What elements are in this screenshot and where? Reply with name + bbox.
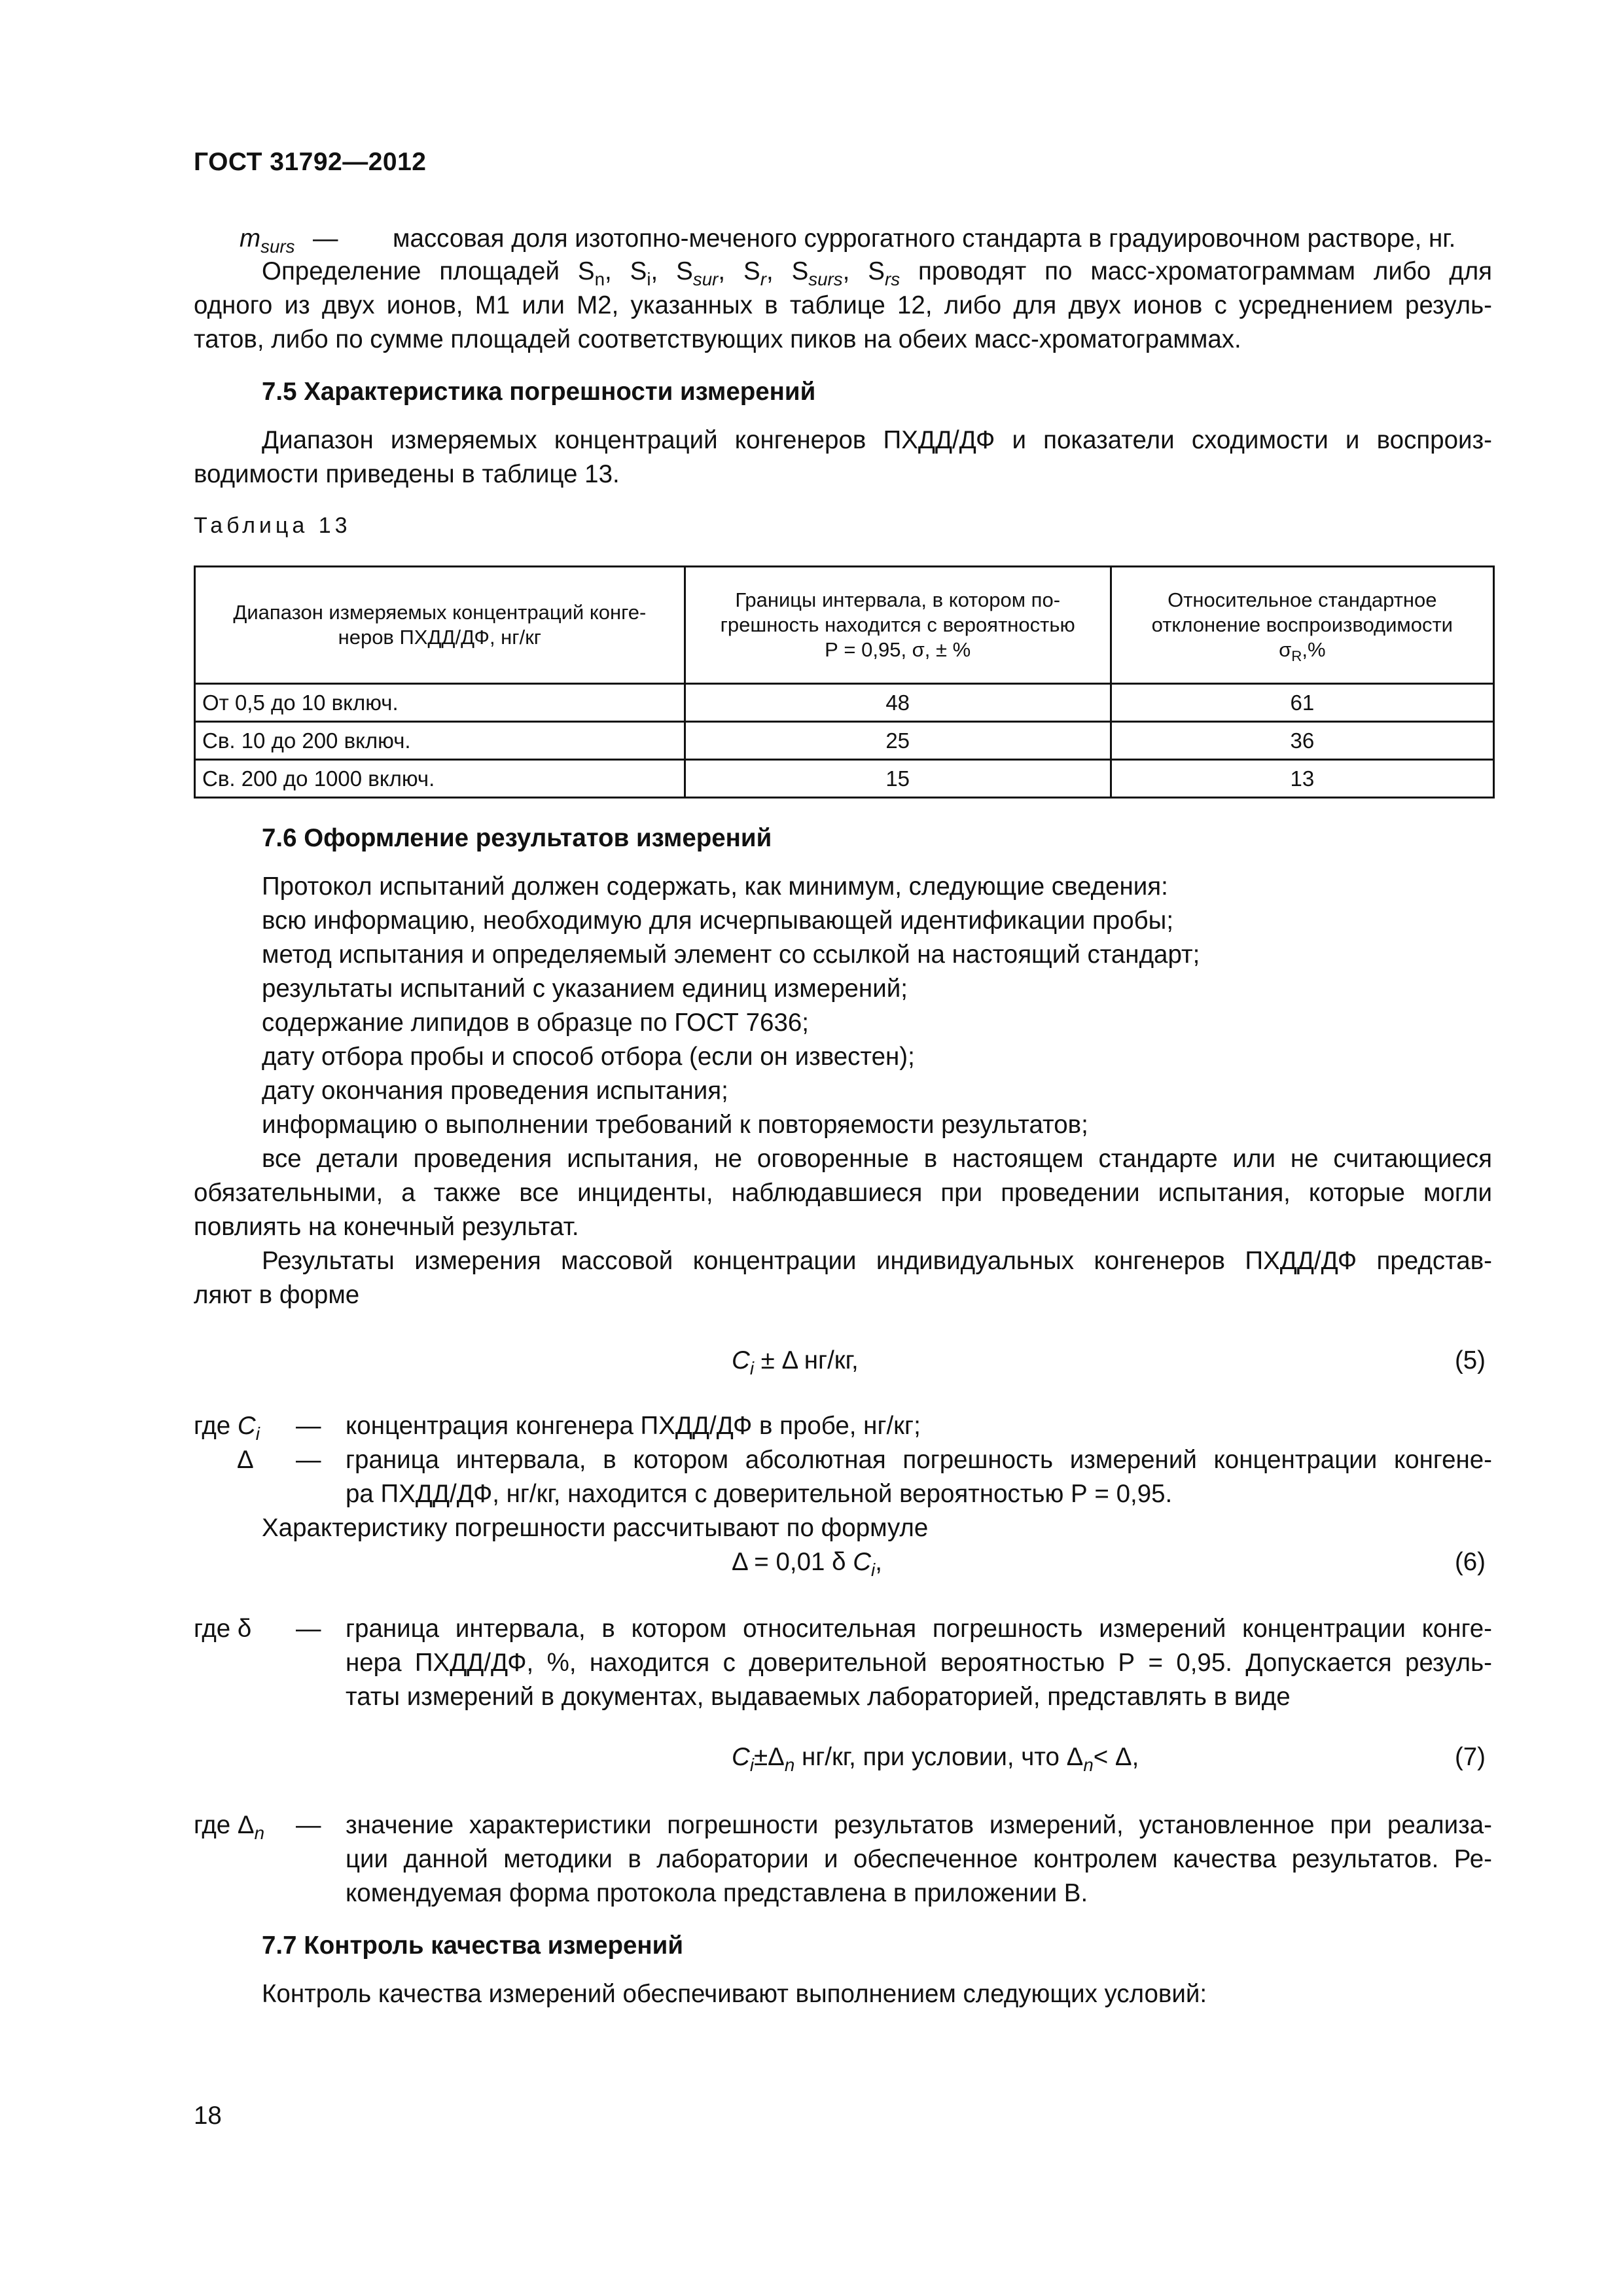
section-7-5-paragraph-line1: Диапазон измеряемых концентраций конгенеров ПХДД/ДФ и показатели сходимости и воспроиз-	[262, 426, 1492, 454]
delta-dash: —	[296, 1446, 321, 1474]
row-sigma: 13	[1111, 760, 1493, 798]
msurs-dash: —	[313, 224, 338, 253]
paragraph-areas-line2: одного из двух ионов, М1 или М2, указанных в таблице 12, либо для двух ионов с усреднением резуль-	[194, 291, 1492, 319]
rel-delta-dash: —	[296, 1615, 321, 1643]
list-item: результаты испытаний с указанием единиц измерений;	[262, 975, 908, 1003]
table-row	[195, 684, 1494, 722]
list-item-last-line3: повлиять на конечный результат.	[194, 1213, 579, 1241]
calc-intro: Характеристику погрешности рассчитывают по формуле	[262, 1514, 929, 1542]
formula-6-number: (6)	[1454, 1548, 1486, 1576]
where-label: где $C_i$	[194, 1412, 260, 1444]
formula-7: $C_i\pm\Delta_n$ нг/кг, при условии, что $\Delta_n< \Delta$,	[732, 1743, 1139, 1775]
row-sigma: 61	[1111, 684, 1493, 722]
section-7-7-title: 7.7 Контроль качества измерений	[262, 1931, 684, 1960]
row-interval: 15	[685, 760, 1111, 798]
list-item: дату отбора пробы и способ отбора (если он известен);	[262, 1043, 915, 1071]
row-range: Св. 10 до 200 включ.	[195, 722, 685, 760]
table-13	[194, 565, 1495, 798]
paragraph-areas-line1: Определение площадей $S_n$, $S_i$, $S_{sur}$, $S_r$, $S_{surs}$, $S_{rs}$ проводят по масс-хроматограммам либо для	[262, 257, 1493, 289]
row-interval: 25	[685, 722, 1111, 760]
header-interval-bounds: Границы интервала, в котором по- грешность находится с вероятностью Р = 0,95, σ, ± %	[685, 567, 1111, 684]
rel-delta-definition-line3: таты измерений в документах, выдаваемых лабораторией, представлять в виде	[346, 1683, 1291, 1711]
table-13-caption: Таблица 13	[194, 513, 351, 538]
where-delta-label: где δ	[194, 1615, 252, 1643]
where-delta-n-label: где $\Delta_n$	[194, 1811, 265, 1843]
list-item-last-line1: все детали проведения испытания, не оговоренные в настоящем стандарте или не считающиеся	[262, 1145, 1492, 1173]
header-concentration-range: Диапазон измеряемых концентраций конге- неров ПХДД/ДФ, нг/кг	[195, 567, 685, 684]
row-interval: 48	[685, 684, 1111, 722]
table-header-row	[195, 567, 1494, 684]
formula-5: $C_i \pm \Delta$ нг/кг,	[732, 1346, 859, 1378]
delta-definition-line1: граница интервала, в котором абсолютная погрешность измерений концентрации конгене-	[346, 1446, 1492, 1474]
paragraph-areas-line3: татов, либо по сумме площадей соответствующих пиков на обеих масс-хроматограммах.	[194, 325, 1241, 353]
results-paragraph-line2: ляют в форме	[194, 1281, 360, 1309]
section-7-6-title: 7.6 Оформление результатов измерений	[262, 824, 772, 852]
header-reproducibility: Относительное стандартное отклонение воспроизводимости $\sigma_R,\%$	[1111, 567, 1493, 684]
msurs-definition: массовая доля изотопно-меченого суррогатного стандарта в градуировочном растворе, нг.	[393, 224, 1456, 253]
delta-n-dash: —	[296, 1811, 321, 1839]
section-7-5-paragraph-line2: водимости приведены в таблице 13.	[194, 460, 620, 488]
formula-7-number: (7)	[1454, 1743, 1486, 1771]
formula-6: Δ = 0,01 δ $C_i$,	[732, 1548, 882, 1580]
list-item: дату окончания проведения испытания;	[262, 1077, 728, 1105]
list-item: метод испытания и определяемый элемент со ссылкой на настоящий стандарт;	[262, 941, 1200, 969]
list-item: информацию о выполнении требований к повторяемости результатов;	[262, 1111, 1088, 1139]
msurs-symbol: $m_{surs}$	[240, 224, 295, 257]
delta-n-definition-line2: ции данной методики в лаборатории и обеспеченное контролем качества результатов. Ре-	[346, 1845, 1492, 1873]
table-row	[195, 722, 1494, 760]
list-item: содержание липидов в образце по ГОСТ 7636;	[262, 1009, 809, 1037]
delta-symbol: Δ	[237, 1446, 254, 1474]
delta-definition-line2: ра ПХДД/ДФ, нг/кг, находится с доверительной вероятностью Р = 0,95.	[346, 1480, 1173, 1508]
formula-5-number: (5)	[1454, 1346, 1486, 1374]
ci-dash: —	[296, 1412, 321, 1440]
row-sigma: 36	[1111, 722, 1493, 760]
table-row	[195, 760, 1494, 798]
ci-definition: концентрация конгенера ПХДД/ДФ в пробе, нг/кг;	[346, 1412, 921, 1440]
protocol-intro: Протокол испытаний должен содержать, как минимум, следующие сведения:	[262, 872, 1168, 901]
document-code-header: ГОСТ 31792—2012	[194, 148, 427, 176]
rel-delta-definition-line2: нера ПХДД/ДФ, %, находится с доверительной вероятностью Р = 0,95. Допускается резуль-	[346, 1649, 1492, 1677]
list-item: всю информацию, необходимую для исчерпывающей идентификации пробы;	[262, 906, 1174, 935]
results-paragraph-line1: Результаты измерения массовой концентрации индивидуальных конгенеров ПХДД/ДФ представ-	[262, 1247, 1492, 1275]
rel-delta-definition-line1: граница интервала, в котором относительная погрешность измерений концентрации конге-	[346, 1615, 1492, 1643]
section-7-7-intro: Контроль качества измерений обеспечивают выполнением следующих условий:	[262, 1980, 1207, 2008]
delta-n-definition-line3: комендуемая форма протокола представлена в приложении В.	[346, 1879, 1088, 1907]
page-number: 18	[194, 2102, 222, 2130]
delta-n-definition-line1: значение характеристики погрешности результатов измерений, установленное при реализа-	[346, 1811, 1492, 1839]
row-range: От 0,5 до 10 включ.	[195, 684, 685, 722]
section-7-5-title: 7.5 Характеристика погрешности измерений	[262, 378, 816, 406]
row-range: Св. 200 до 1000 включ.	[195, 760, 685, 798]
list-item-last-line2: обязательными, а также все инциденты, наблюдавшиеся при проведении испытания, которые могли	[194, 1179, 1492, 1207]
